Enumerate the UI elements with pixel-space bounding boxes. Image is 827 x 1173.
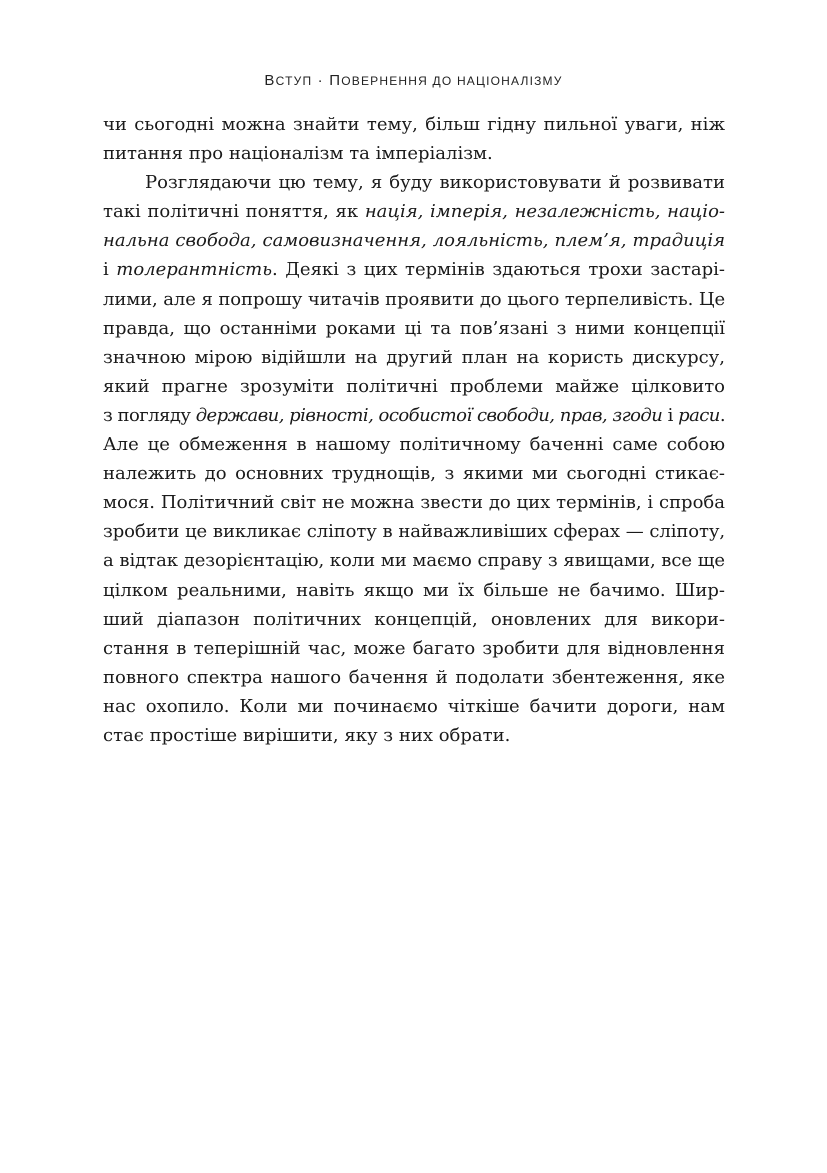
text-run: і (662, 404, 679, 426)
italic-term: нальна свобода, самовизначення, лояльність, плем’я, традиція (103, 230, 725, 252)
text-line (103, 401, 725, 430)
italic-term: раси (678, 404, 720, 426)
text-line: ший діапазон політичних концепцій, оновлених для викори- (103, 608, 725, 630)
paragraph-2 (103, 168, 725, 750)
text-line (103, 226, 725, 255)
text-line: а відтак дезорієнтацію, коли ми маємо справу з явищами, все ще (103, 550, 725, 572)
text-line: належить до основних труднощів, з якими ми сьогодні стикає- (103, 463, 725, 485)
text-line: правда, що останніми роками ці та пов’язані з ними концепції (103, 317, 725, 339)
text-run: . Деякі з цих термінів здаються трохи застарі- (272, 259, 725, 281)
text-line (103, 197, 725, 226)
body-text (103, 110, 725, 750)
text-line: стає простіше вирішити, яку з них обрати. (103, 724, 511, 746)
text-run: і (103, 259, 117, 281)
text-line: стання в теперішній час, може багато зробити для відновлення (103, 637, 725, 659)
text-line: Але це обмеження в нашому політичному баченні саме собою (103, 434, 725, 456)
text-line: мося. Політичний світ не можна звести до цих термінів, і спроба (103, 492, 725, 514)
text-run: . (719, 404, 725, 426)
text-line: цілком реальними, навіть якщо ми їх більше не бачимо. Шир- (103, 579, 725, 601)
running-head (0, 72, 827, 89)
text-line: значною мірою відійшли на другий план на користь дискурсу, (103, 346, 725, 368)
running-head-part2-rest: ОВЕРНЕННЯ ДО НАЦІОНАЛІЗМУ (341, 74, 563, 88)
paragraph-1 (103, 110, 725, 168)
text-run: такі політичні поняття, як (103, 201, 365, 223)
text-line: нас охопило. Коли ми починаємо чіткіше бачити дороги, нам (103, 695, 725, 717)
text-line: зробити це викликає сліпоту в найважливіших сферах — сліпоту, (103, 521, 725, 543)
text-line: чи сьогодні можна знайти тему, більш гідну пильної уваги, ніж (103, 114, 725, 135)
text-line: Розглядаючи цю тему, я буду використовувати й розвивати (145, 172, 725, 194)
running-head-separator: · (312, 72, 330, 89)
text-run: з погляду (103, 404, 196, 426)
text-line: лими, але я попрошу читачів проявити до цього терпеливість. Це (103, 288, 725, 310)
running-head-part2-cap: П (329, 72, 342, 89)
text-line (103, 255, 725, 284)
italic-term: держави, рівності, особистої свободи, прав, згоди (195, 404, 663, 426)
text-line: повного спектра нашого бачення й подолати збентеження, яке (103, 666, 725, 688)
text-line: який прагне зрозуміти політичні проблеми майже цілковито (103, 375, 725, 397)
running-head-part1-cap: В (264, 72, 276, 89)
running-head-part1-rest: СТУП (275, 74, 313, 88)
italic-term: нація, імперія, незалежність, націо- (364, 201, 725, 223)
italic-term: толерантність (116, 259, 273, 281)
text-line: питання про націоналізм та імперіалізм. (103, 143, 493, 165)
